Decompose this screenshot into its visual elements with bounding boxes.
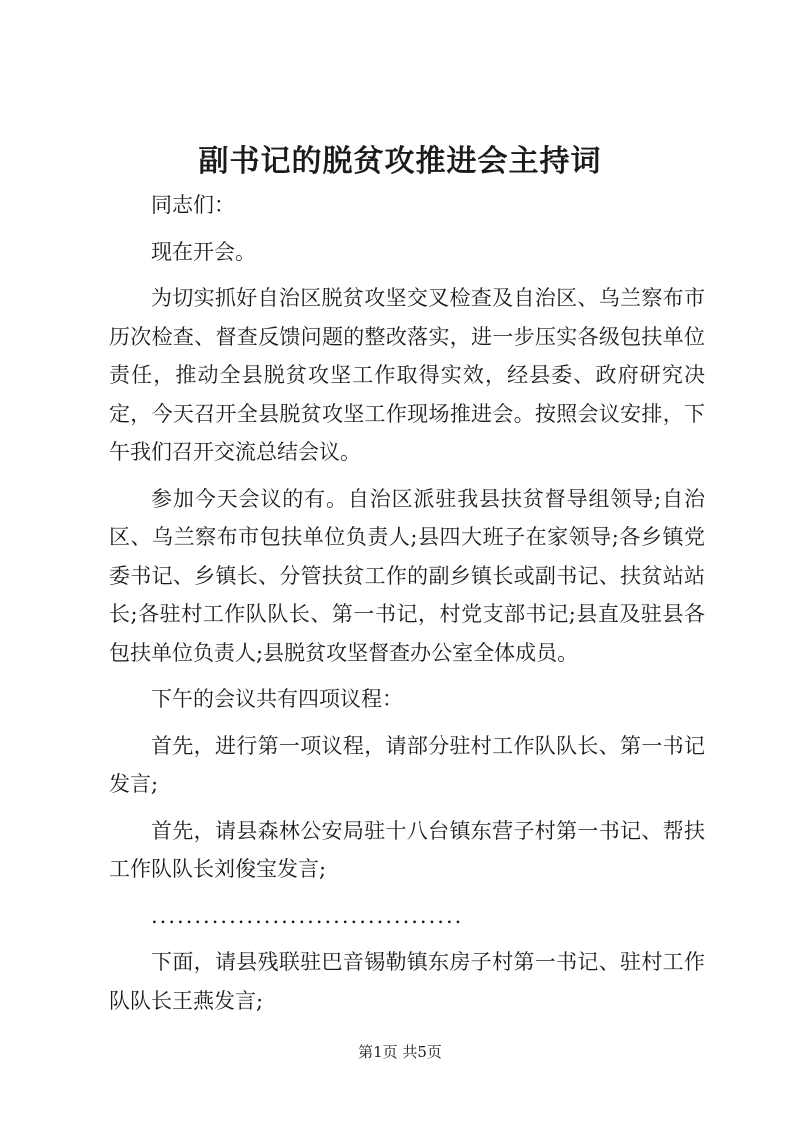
page-footer: 第1页 共5页 [358,1043,442,1061]
paragraph-opening: 现在开会。 [151,239,256,264]
paragraph-agenda-intro: 下午的会议共有四项议程： [151,687,403,711]
paragraph-purpose: 为切实抓好自治区脱贫攻坚交叉检查及自治区、乌兰察布市历次检查、督查反馈问题的整改落实，进一步压实各级包扶单位责任，推动全县脱贫攻坚工作取得实效，经县委、政府研究决定，今天召开全县脱贫攻坚工作现场推进会。按照会议安排，下午我们召开交流总结会议。 [109,286,705,464]
paragraph-salutation: 同志们： [151,193,235,217]
document-title: 副书记的脱贫攻推进会主持词 [198,144,602,179]
paragraph-agenda-item-1: 首先，进行第一项议程，请部分驻村工作队队长、第一书记发言; [109,733,705,796]
document-body [109,186,705,1028]
paragraph-speaker-2: 下面，请县残联驻巴音锡勒镇东房子村第一书记、驻村工作队队长王燕发言; [109,950,705,1013]
paragraph-attendees: 参加今天会议的有。自治区派驻我县扶贫督导组领导;自治区、乌兰察布市包扶单位负责人;县四大班子在家领导;各乡镇党委书记、乡镇长、分管扶贫工作的副乡镇长或副书记、扶贫站站长;各驻村工作队队长、第一书记，村党支部书记;县直及驻县各包扶单位负责人;县脱贫攻坚督查办公室全体成员。 [109,486,705,665]
paragraph-speaker-1: 首先，请县森林公安局驻十八台镇东营子村第一书记、帮扶工作队队长刘俊宝发言; [109,818,705,881]
paragraph-ellipsis: .................................... [151,903,464,928]
